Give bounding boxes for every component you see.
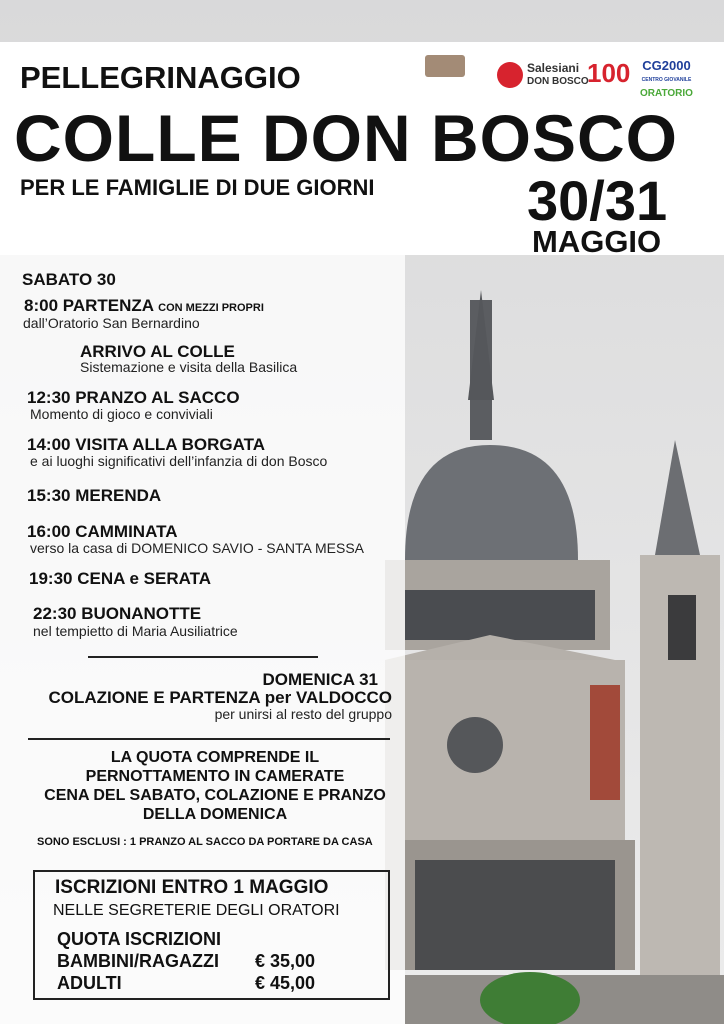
divider — [28, 738, 390, 740]
event-desc: dall’Oratorio San Bernardino — [23, 315, 200, 331]
sunday-desc: per unirsi al resto del gruppo — [214, 706, 392, 722]
sunday-heading: DOMENICA 31 — [262, 670, 378, 689]
fee-price: € 35,00 — [255, 951, 316, 971]
pre-title: PELLEGRINAGGIO — [20, 60, 301, 95]
month: MAGGIO — [532, 224, 662, 259]
centenary-logo: 100 — [587, 58, 631, 88]
cg2000-logo: CG2000 CENTRO GIOVANILE ORATORIO — [640, 58, 693, 99]
subtitle: PER LE FAMIGLIE DI DUE GIORNI — [20, 175, 375, 200]
event-title: 8:00 PARTENZA CON MEZZI PROPRI — [24, 296, 264, 315]
event-desc: nel tempietto di Maria Ausiliatrice — [33, 623, 238, 639]
fee-price: € 45,00 — [255, 973, 316, 993]
event-title: 16:00 CAMMINATA — [27, 522, 178, 541]
registration-where: NELLE SEGRETERIE DEGLI ORATORI — [53, 902, 340, 919]
event-title: 22:30 BUONANOTTE — [33, 604, 202, 623]
event-title: 14:00 VISITA ALLA BORGATA — [27, 435, 266, 454]
event-desc: verso la casa di DOMENICO SAVIO - SANTA MESSA — [30, 540, 365, 556]
registration-title: ISCRIZIONI ENTRO 1 MAGGIO — [55, 877, 329, 898]
fee-who: BAMBINI/RAGAZZI — [57, 951, 219, 971]
event-desc: e ai luoghi significativi dell’infanzia di don Bosco — [30, 453, 328, 469]
page-title: COLLE DON BOSCO — [14, 101, 679, 175]
sanctuary-logo — [425, 55, 465, 77]
event-desc: Momento di gioco e conviviali — [30, 406, 213, 422]
event-title: 12:30 PRANZO AL SACCO — [27, 388, 240, 407]
fee-who: ADULTI — [57, 973, 122, 993]
divider — [88, 656, 318, 658]
event-title: ARRIVO AL COLLE — [80, 342, 235, 361]
quota-includes: LA QUOTA COMPRENDE IL PERNOTTAMENTO IN CAMERATE CENA DEL SABATO, COLAZIONE E PRANZO DELLA DOMENICA — [44, 749, 386, 823]
event-title: 19:30 CENA e SERATA — [29, 569, 212, 588]
saturday-heading: SABATO 30 — [22, 270, 116, 289]
fee-label: QUOTA ISCRIZIONI — [57, 929, 221, 949]
salesiani-logo-icon — [497, 62, 523, 88]
excluded-note: SONO ESCLUSI : 1 PRANZO AL SACCO DA PORTARE DA CASA — [37, 836, 373, 848]
dates: 30/31 — [527, 169, 668, 232]
salesiani-logo: Salesiani DON BOSCO — [527, 61, 589, 87]
event-desc: Sistemazione e visita della Basilica — [80, 359, 298, 375]
sunday-title: COLAZIONE E PARTENZA per VALDOCCO — [48, 688, 392, 707]
event-title: 15:30 MERENDA — [27, 486, 162, 505]
